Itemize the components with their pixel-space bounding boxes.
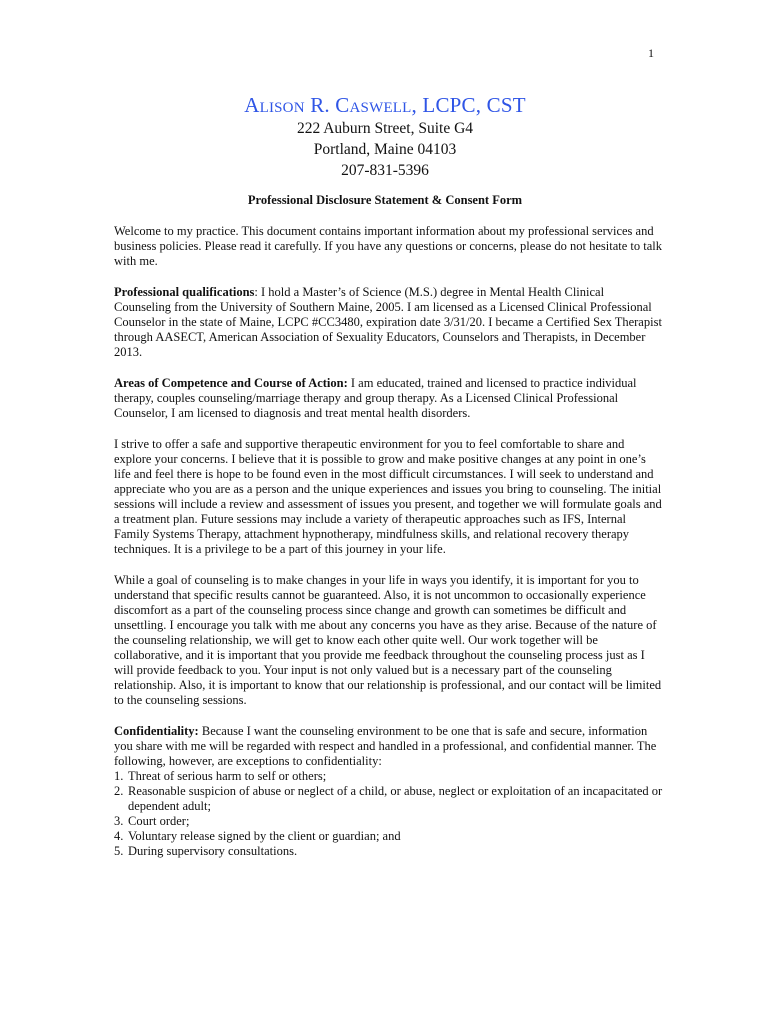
page-number: 1	[648, 46, 654, 60]
list-item-number: 3.	[114, 814, 124, 828]
document-body	[114, 224, 664, 859]
goals-paragraph: While a goal of counseling is to make changes in your life in ways you identify, it is important for you to understand that specific results cannot be guaranteed. Also, it is not uncommon to occasionally experience discomfort as a part of the counseling process since change and growth can sometimes be difficult and unsettling. I encourage you talk with me about any concerns you have as they arise. Because of the nature of the counseling relationship, we will get to know each other quite well. Our work together will be collaborative, and it is important that you provide me feedback throughout the counseling process just as I will provide feedback to you. Your input is not only valued but is a necessary part of the counseling relationship. Also, it is important to know that our relationship is professional, and our contact will be limited to the counseling sessions.	[114, 573, 662, 707]
confidentiality-heading: Confidentiality:	[114, 724, 199, 738]
list-item-number: 2.	[114, 784, 124, 798]
competence-paragraph	[114, 376, 664, 421]
list-item-number: 4.	[114, 829, 124, 843]
list-item-number: 5.	[114, 844, 124, 858]
confidentiality-section	[114, 724, 664, 859]
qualifications-paragraph	[114, 285, 664, 360]
list-item	[114, 844, 664, 859]
list-item	[114, 829, 664, 844]
list-item-text: Court order;	[128, 814, 190, 828]
list-item-text: Reasonable suspicion of abuse or neglect of a child, or abuse, neglect or exploitation of an incapacitated or dependent adult;	[128, 784, 663, 813]
list-item-text: Threat of serious harm to self or others;	[128, 769, 327, 783]
confidentiality-paragraph	[114, 724, 664, 769]
address-street: 222 Auburn Street, Suite G4	[296, 120, 474, 137]
address-city: Portland, Maine 04103	[313, 141, 457, 158]
competence-heading: Areas of Competence and Course of Action:	[114, 376, 348, 390]
confidentiality-text: Because I want the counseling environment to be one that is safe and secure, information you share with me will be regarded with respect and handled in a professional, and confidential manner. The following, however, are exceptions to confidentiality:	[114, 724, 657, 768]
confidentiality-exceptions-list	[114, 769, 664, 859]
list-item-text: Voluntary release signed by the client or guardian; and	[128, 829, 401, 843]
environment-paragraph: I strive to offer a safe and supportive therapeutic environment for you to feel comfortable to share and explore your concerns. I believe that it is possible to grow and make positive changes at any point in one’s life and feel there is hope to be found even in the most difficult circumstances. I will seek to understand and appreciate who you are as a person and the unique experiences and issues you bring to counseling. The initial sessions will include a review and assessment of issues you present, and together we will formulate goals and a treatment plan. Future sessions may include a variety of therapeutic approaches such as IFS, Internal Family Systems Therapy, attachment hypnotherapy, mindfulness skills, and relational recovery therapy techniques. It is a privilege to be a part of this journey in your life.	[114, 437, 662, 556]
practitioner-name: Alison R. Caswell, LCPC, CST	[244, 93, 526, 117]
qualifications-heading: Professional qualifications	[114, 285, 255, 299]
intro-paragraph: Welcome to my practice. This document contains important information about my professional services and business policies. Please read it carefully. If you have any questions or concerns, please do not hesitate to talk with me.	[114, 224, 662, 268]
qualifications-text: : I hold a Master’s of Science (M.S.) degree in Mental Health Clinical Counseling from the University of Southern Maine, 2005. I am licensed as a Licensed Clinical Professional Counselor in the state of Maine, LCPC #CC3480, expiration date 3/31/20. I became a Certified Sex Therapist through AASECT, American Association of Sexuality Educators, Counselors and Therapists, in December 2013.	[114, 285, 662, 359]
form-title: Professional Disclosure Statement & Consent Form	[247, 193, 523, 207]
list-item-text: During supervisory consultations.	[128, 844, 298, 858]
competence-text: I am educated, trained and licensed to practice individual therapy, couples counseling/marriage therapy and group therapy. As a Licensed Clinical Professional Counselor, I am licensed to diagnosis and treat mental health disorders.	[114, 376, 637, 420]
list-item	[114, 769, 664, 784]
list-item	[114, 784, 664, 814]
phone-number: 207-831-5396	[341, 162, 429, 179]
list-item-number: 1.	[114, 769, 124, 783]
letterhead	[0, 92, 770, 181]
list-item	[114, 814, 664, 829]
